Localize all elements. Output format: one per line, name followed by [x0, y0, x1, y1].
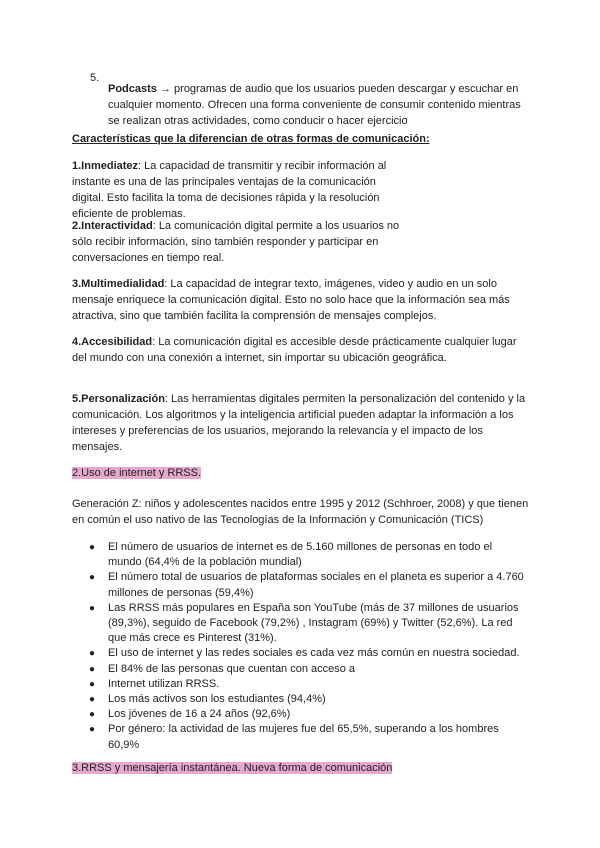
characteristic-term: 2.Interactividad	[72, 220, 153, 232]
characteristic-text: : La capacidad de transmitir y recibir información al instante es una de las principales ventajas de la comunicación digital. Esto facilita la toma de decisiones rápida y la resolución eficiente de problemas.	[72, 160, 387, 220]
section3-heading	[72, 760, 532, 776]
characteristic-term: 5.Personalización	[72, 393, 165, 405]
characteristic-accesibilidad	[72, 334, 532, 366]
bullet-icon: ●	[89, 602, 96, 614]
bullet-icon: ●	[89, 663, 96, 675]
characteristics-heading-text: Características que la diferencian de otras formas de comunicación:	[72, 133, 430, 145]
bullet-text: Los más activos son los estudiantes (94,4%)	[108, 693, 326, 706]
bullet-text: Por género: la actividad de las mujeres fue del 65,5%, superando a los hombres 60,9%	[108, 723, 499, 751]
generation-z-paragraph: Generación Z: niños y adolescentes nacidos entre 1995 y 2012 (Schhroer, 2008) y que tienen en común el uso nativo de las Tecnologías de la Información y Comunicación (TICS)	[72, 498, 529, 526]
characteristic-text: : Las herramientas digitales permiten la personalización del contenido y la comunicación. Los algoritmos y la inteligencia artificial pueden adaptar la información a los intereses y preferencias de los usuarios, mejorando la relevancia y el impacto de los mensajes.	[72, 393, 526, 453]
characteristic-personalizacion	[72, 391, 532, 455]
list-item	[88, 540, 528, 570]
bullet-text: Internet utilizan RRSS.	[108, 677, 220, 690]
bullet-icon: ●	[89, 709, 96, 721]
section2-heading-text: 2.Uso de internet y RRSS.	[72, 467, 202, 479]
list-item	[88, 601, 528, 647]
podcasts-item	[108, 81, 528, 129]
section3-heading-text: 3.RRSS y mensajería instantánea. Nueva forma de comunicación	[72, 762, 393, 774]
characteristic-term: 4.Accesibilidad	[72, 336, 153, 348]
bullet-icon: ●	[89, 572, 96, 584]
list-item	[88, 570, 528, 600]
podcasts-text: → programas de audio que los usuarios pueden descargar y escuchar en cualquier momento. Ofrecen una forma conveniente de consumir contenido mientras se realizan otras actividades, como conducir o hacer ejercicio	[108, 83, 521, 127]
list-item	[88, 722, 528, 752]
bullet-icon: ●	[89, 542, 96, 553]
statistics-list	[88, 540, 528, 753]
bullet-icon: ●	[89, 648, 96, 660]
bullet-text: El 84% de las personas que cuentan con acceso a	[108, 662, 356, 675]
characteristics-heading	[72, 131, 532, 147]
characteristic-inmediatez	[72, 158, 407, 222]
characteristic-text: : La comunicación digital es accesible desde prácticamente cualquier lugar del mundo con una conexión a internet, sin importar su ubicación geográfica.	[72, 336, 517, 364]
characteristic-interactividad	[72, 218, 407, 266]
podcasts-term: Podcasts	[108, 83, 157, 95]
bullet-icon: ●	[89, 724, 96, 736]
list-item	[88, 662, 528, 677]
characteristic-text: : La comunicación digital permite a los usuarios no sólo recibir información, sino también responder y participar en conversaciones en tiempo real.	[72, 220, 400, 264]
list-item	[88, 677, 528, 692]
bullet-text: Las RRSS más populares en España son YouTube (más de 37 millones de usuarios (89,3%), seguido de Facebook (79,2%) , Instagram (69%) y Twitter (52,6%). La red que más crece es Pinterest (31%).	[108, 601, 519, 645]
list-item	[88, 692, 528, 707]
bullet-text: El número total de usuarios de plataformas sociales en el planeta es superior a 4.760 millones de personas (59,4%)	[108, 571, 524, 599]
bullet-icon: ●	[89, 678, 96, 690]
list-item-number: 5.	[90, 72, 100, 84]
characteristic-multimedialidad	[72, 276, 532, 324]
characteristic-term: 3.Multimedialidad	[72, 278, 165, 290]
characteristic-text: : La capacidad de integrar texto, imágenes, video y audio en un solo mensaje enriquece la comunicación digital. Esto no solo hace que la información sea más atractiva, sino que también facilita la comprensión de mensajes complejos.	[72, 278, 510, 322]
bullet-text: El número de usuarios de internet es de 5.160 millones de personas en todo el mundo (64,4% de la población mundial)	[108, 541, 493, 569]
section2-heading	[72, 465, 532, 481]
list-item	[88, 646, 528, 661]
bullet-text: Los jóvenes de 16 a 24 años (92,6%)	[108, 708, 291, 721]
bullet-text: El uso de internet y las redes sociales es cada vez más común en nuestra sociedad.	[108, 647, 520, 660]
bullet-icon: ●	[89, 694, 96, 706]
characteristic-term: 1.Inmediatez	[72, 160, 139, 172]
list-item	[88, 707, 528, 722]
